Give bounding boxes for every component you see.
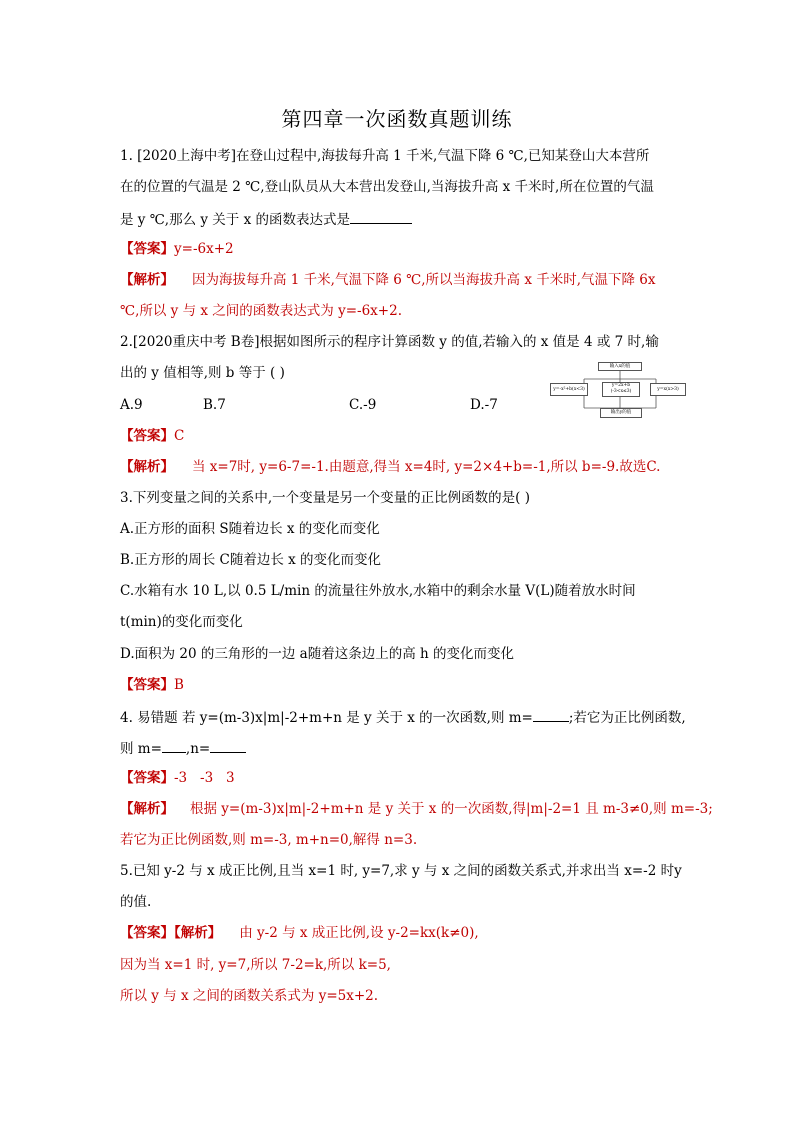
q1-line2: 在的位置的气温是 2 ℃,登山队员从大本营出发登山,当海拔升高 x 千米时,所在位置的气温	[120, 179, 654, 195]
page-title: 第四章一次函数真题训练	[281, 107, 513, 131]
q1-line3	[120, 209, 412, 229]
q4-line2	[120, 738, 246, 758]
q3-option-b: B.正方形的周长 C随着边长 x 的变化而变化	[120, 552, 382, 568]
answer-tag: 【答案】	[120, 241, 174, 257]
flow-output-box: 输出y的值	[600, 408, 642, 418]
answer-tag: 【答案】	[120, 770, 174, 786]
flow-mid-box: y=2x+b (-3<x≤3)	[602, 382, 640, 397]
answer-analysis-tag: 【答案】【解析】	[120, 925, 222, 941]
q4-line1-rest: ;若它为正比例函数,	[568, 710, 686, 726]
analysis-tag: 【解析】	[120, 272, 174, 288]
q1-analysis-line2: ℃,所以 y 与 x 之间的函数表达式为 y=-6x+2.	[120, 303, 402, 319]
q1-answer-value: y=-6x+2	[174, 241, 234, 257]
q5-line1: 5.已知 y-2 与 x 成正比例,且当 x=1 时, y=7,求 y 与 x 之间的函数关系式,并求出当 x=-2 时y	[120, 863, 682, 879]
q4-line1-text: 4. 易错题 若 y=(m-3)x|m|-2+m+n 是 y 关于 x 的一次函数,则 m=	[120, 710, 533, 726]
q1-analysis-text1: 因为海拔每升高 1 千米,气温下降 6 ℃,所以当海拔升高 x 千米时,气温下降 6x	[192, 272, 656, 288]
q4-blank-m	[533, 707, 569, 722]
q5-solution-line1	[120, 924, 479, 942]
q2-option-c: C.-9	[349, 397, 377, 413]
q1-analysis-line1	[120, 271, 656, 289]
q4-answer-value: -3 -3 3	[174, 770, 235, 786]
q4-blank-m2	[162, 738, 186, 753]
answer-tag: 【答案】	[120, 428, 174, 444]
q5-solution-line3: 所以 y 与 x 之间的函数关系式为 y=5x+2.	[120, 988, 379, 1004]
flow-input-box: 输入x的值	[598, 362, 642, 371]
q2-flowchart	[548, 360, 688, 422]
q3-option-a: A.正方形的面积 S随着边长 x 的变化而变化	[120, 521, 380, 537]
q3-option-c-line1: C.水箱有水 10 L,以 0.5 L/min 的流量往外放水,水箱中的剩余水量 V(L)随着放水时间	[120, 583, 636, 599]
q4-analysis-line1	[120, 800, 713, 818]
q2-option-b: B.7	[203, 397, 226, 413]
q2-line2: 出的 y 值相等,则 b 等于 ( )	[120, 365, 285, 381]
q4-blank-n	[210, 738, 246, 753]
q2-analysis	[120, 458, 660, 476]
q1-answer-blank	[350, 209, 412, 224]
q5-solution-text1: 由 y-2 与 x 成正比例,设 y-2=kx(k≠0),	[239, 925, 479, 941]
flow-right-box: y=x(x>3)	[650, 383, 686, 396]
q2-option-a: A.9	[120, 397, 143, 413]
q4-answer	[120, 769, 235, 787]
q3-answer	[120, 676, 184, 694]
q4-line2-text: 则 m=	[120, 741, 162, 757]
analysis-tag: 【解析】	[120, 801, 174, 817]
q1-answer	[120, 240, 234, 258]
q3-answer-value: B	[174, 677, 184, 693]
q3-line1: 3.下列变量之间的关系中,一个变量是另一个变量的正比例函数的是( )	[120, 490, 530, 506]
q1-line1: 1. [2020上海中考]在登山过程中,海拔每升高 1 千米,气温下降 6 ℃,已知某登山大本营所	[120, 148, 650, 164]
q2-answer	[120, 427, 184, 445]
q4-line2-mid: ,n=	[185, 741, 211, 757]
q4-line1	[120, 707, 686, 727]
flow-left-box: y=-x²+b(x<3)	[550, 383, 588, 396]
q2-answer-value: C	[174, 428, 185, 444]
q3-option-c-line2: t(min)的变化而变化	[120, 614, 243, 630]
q2-option-d: D.-7	[470, 397, 498, 413]
q4-analysis-text1: 根据 y=(m-3)x|m|-2+m+n 是 y 关于 x 的一次函数,得|m|-2=1 且 m-3≠0,则 m=-3;	[190, 801, 713, 817]
q5-solution-line2: 因为当 x=1 时, y=7,所以 7-2=k,所以 k=5,	[120, 957, 391, 973]
q2-line1: 2.[2020重庆中考 B卷]根据如图所示的程序计算函数 y 的值,若输入的 x 值是 4 或 7 时,输	[120, 334, 659, 350]
q5-line2: 的值.	[120, 894, 152, 910]
q3-option-d: D.面积为 20 的三角形的一边 a随着这条边上的高 h 的变化而变化	[120, 646, 515, 662]
q4-analysis-line2: 若它为正比例函数,则 m=-3, m+n=0,解得 n=3.	[120, 832, 418, 848]
q2-analysis-text: 当 x=7时, y=6-7=-1.由题意,得当 x=4时, y=2×4+b=-1,所以 b=-9.故选C.	[192, 459, 661, 475]
answer-tag: 【答案】	[120, 677, 174, 693]
analysis-tag: 【解析】	[120, 459, 174, 475]
q1-line3-text: 是 y ℃,那么 y 关于 x 的函数表达式是	[120, 212, 351, 228]
